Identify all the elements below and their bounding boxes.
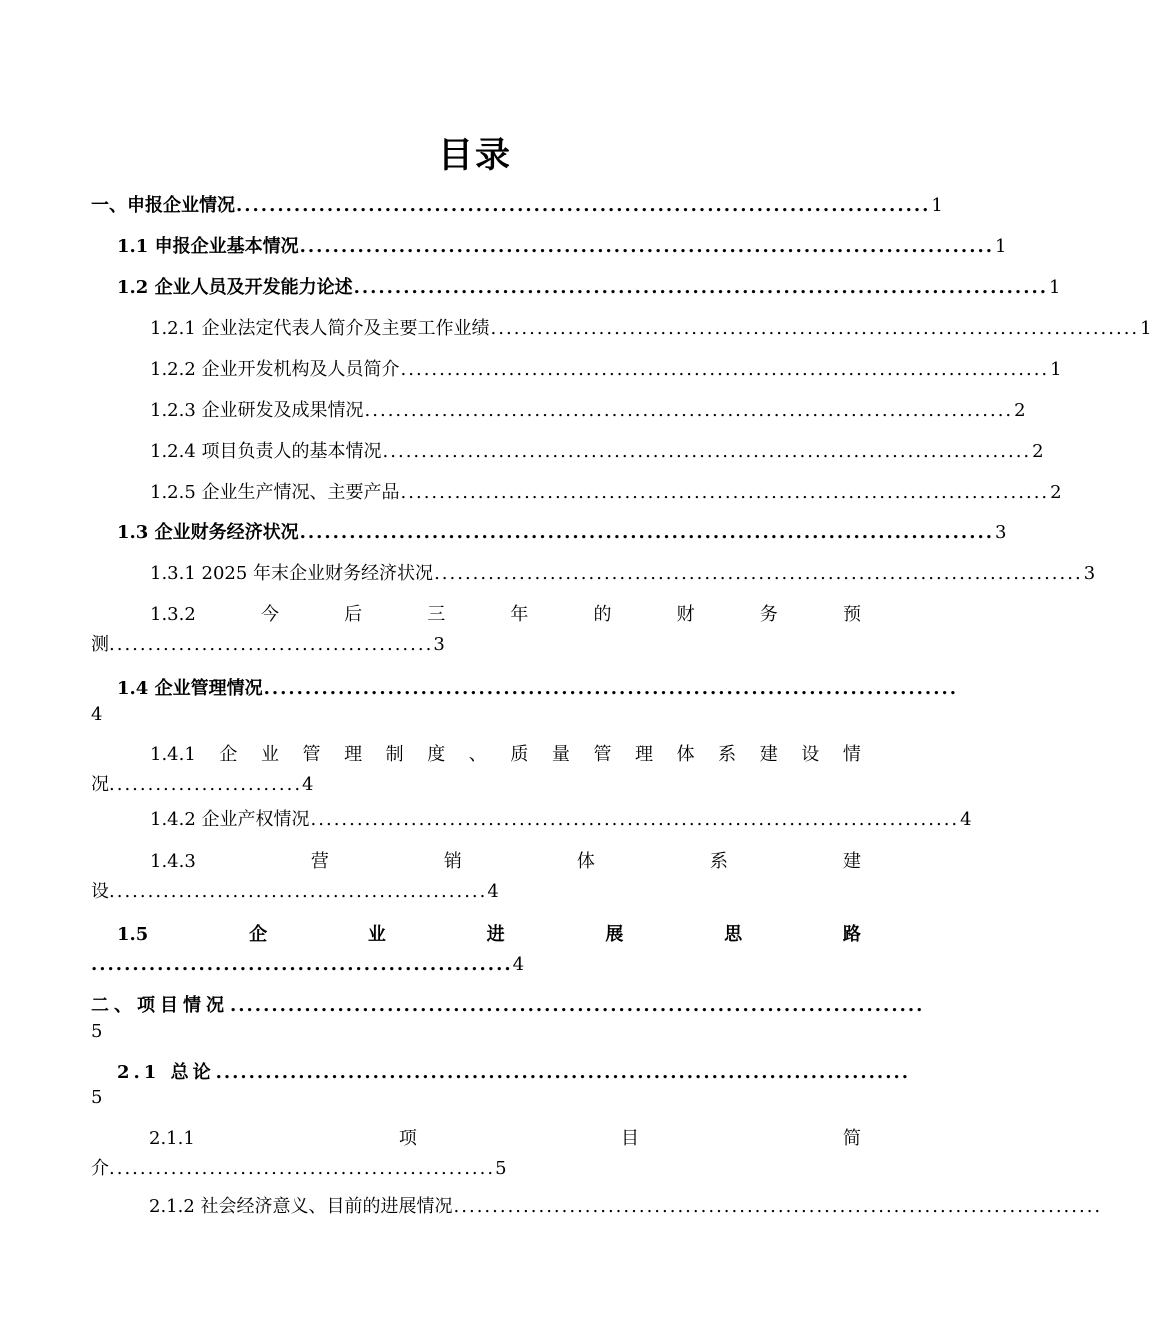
toc-entry[interactable]	[91, 991, 925, 1021]
toc-leader-dots: ....................................................................................	[453, 1196, 1103, 1217]
toc-entry-page: 5	[91, 1021, 103, 1042]
toc-entry-label-tail: 测	[91, 634, 109, 655]
toc-entry[interactable]	[91, 1124, 861, 1184]
toc-entry-page: 5	[91, 1087, 103, 1108]
toc-entry[interactable]	[150, 314, 1152, 344]
toc-leader-dots: ....................................................................................	[299, 236, 994, 257]
toc-entry-label: 1.2.1 企业法定代表人简介及主要工作业绩	[150, 318, 490, 339]
toc-leader-dots: ....................................................................................	[364, 400, 1014, 421]
toc-leader-dots: .........................	[109, 774, 303, 795]
toc-entry-page: 4	[512, 954, 525, 975]
toc-entry-label-tail: 况	[91, 774, 109, 795]
toc-entry-label: 一、申报企业情况	[91, 195, 235, 216]
toc-entry-label: 1.2.2 企业开发机构及人员简介	[150, 359, 400, 380]
toc-entry-label: 2.1 总论	[117, 1062, 215, 1083]
toc-leader-dots: ....................................................................................	[434, 563, 1083, 584]
toc-entry-label: 1.1 申报企业基本情况	[117, 236, 299, 257]
toc-entry-label: 2.1.1 项 目 简	[149, 1128, 861, 1149]
toc-leader-dots: ....................................................................................	[490, 318, 1140, 339]
toc-entry[interactable]	[150, 396, 1026, 426]
toc-entry[interactable]	[117, 674, 958, 704]
toc-leader-dots: ....................................................................................	[400, 482, 1050, 503]
toc-entry-page: 3	[433, 634, 445, 655]
toc-leader-dots: ....................................................................................	[230, 995, 925, 1016]
toc-leader-dots: ....................................................................................	[400, 359, 1050, 380]
toc-entry-page: 1	[1050, 359, 1062, 380]
toc-entry-label: 1.4.2 企业产权情况	[150, 809, 310, 830]
toc-leader-dots: ....................................................................................	[215, 1062, 910, 1083]
toc-entry-page: 1	[931, 195, 943, 216]
toc-entry[interactable]	[150, 355, 1062, 385]
toc-entry-label: 1.2.3 企业研发及成果情况	[150, 400, 364, 421]
toc-leader-dots: .................................................	[109, 881, 488, 902]
toc-title: 目录	[437, 135, 512, 176]
toc-entry-page: 4	[91, 704, 103, 725]
toc-entry-page: 2	[1014, 400, 1026, 421]
toc-entry-label: 1.2 企业人员及开发能力论述	[117, 277, 353, 298]
toc-entry-page: 2	[1050, 482, 1062, 503]
toc-entry-label: 1.3.2 今 后 三 年 的 财 务 预	[150, 604, 861, 625]
toc-entry-label: 2.1.2 社会经济意义、目前的进展情况	[149, 1196, 453, 1217]
toc-leader-dots: ....................................................................................	[236, 195, 931, 216]
toc-entry-label: 1.3 企业财务经济状况	[117, 522, 299, 543]
toc-leader-dots: ...................................................	[91, 954, 513, 975]
toc-entry-label: 1.5 企 业 进 展 思 路	[117, 924, 861, 945]
toc-entry-page: 3	[1083, 563, 1096, 584]
toc-entry[interactable]	[150, 437, 1044, 467]
toc-entry-label: 二、项目情况	[91, 995, 229, 1016]
toc-entry[interactable]	[149, 1192, 1103, 1222]
toc-leader-dots: ..................................................	[109, 1158, 496, 1179]
toc-leader-dots: ..........................................	[109, 634, 434, 655]
toc-entry[interactable]	[150, 805, 972, 835]
toc-entry-label: 1.4.3 营 销 体 系 建	[150, 851, 861, 872]
toc-entry-label-tail: 介	[91, 1158, 109, 1179]
toc-entry[interactable]	[91, 740, 861, 800]
toc-entry-page: 1	[1049, 277, 1061, 298]
toc-leader-dots: ....................................................................................	[310, 809, 960, 830]
toc-leader-dots: ....................................................................................	[263, 678, 958, 699]
toc-entry-page: 4	[487, 881, 499, 902]
toc-entry[interactable]	[117, 273, 1061, 303]
toc-entry-label: 1.4 企业管理情况	[117, 678, 263, 699]
toc-entry[interactable]	[117, 518, 1007, 548]
toc-entry[interactable]	[91, 847, 861, 907]
toc-entry-page: 2	[1032, 441, 1044, 462]
toc-leader-dots: ....................................................................................	[299, 522, 994, 543]
toc-entry[interactable]	[117, 1058, 910, 1088]
toc-entry-page: 3	[995, 522, 1007, 543]
toc-entry-label-tail: 设	[91, 881, 109, 902]
toc-entry-page: 4	[960, 809, 972, 830]
toc-entry[interactable]	[91, 920, 861, 980]
toc-entry-page: 4	[302, 774, 314, 795]
toc-entry-label: 1.4.1 企 业 管 理 制 度 、 质 量 管 理 体 系 建 设 情	[150, 744, 861, 765]
toc-entry[interactable]	[91, 191, 943, 221]
toc-entry[interactable]	[91, 600, 861, 660]
toc-entry-page: 5	[495, 1158, 507, 1179]
toc-entry[interactable]	[117, 232, 1007, 262]
toc-leader-dots: ....................................................................................	[353, 277, 1048, 298]
toc-entry[interactable]	[150, 559, 1096, 589]
toc-entry-label: 1.2.5 企业生产情况、主要产品	[150, 482, 400, 503]
toc-entry[interactable]	[150, 478, 1062, 508]
toc-entry-page: 1	[995, 236, 1007, 257]
toc-entry-page: 1	[1140, 318, 1152, 339]
toc-entry-label: 1.3.1 2025 年末企业财务经济状况	[150, 563, 434, 584]
toc-leader-dots: ....................................................................................	[382, 441, 1032, 462]
toc-entry-label: 1.2.4 项目负责人的基本情况	[150, 441, 382, 462]
